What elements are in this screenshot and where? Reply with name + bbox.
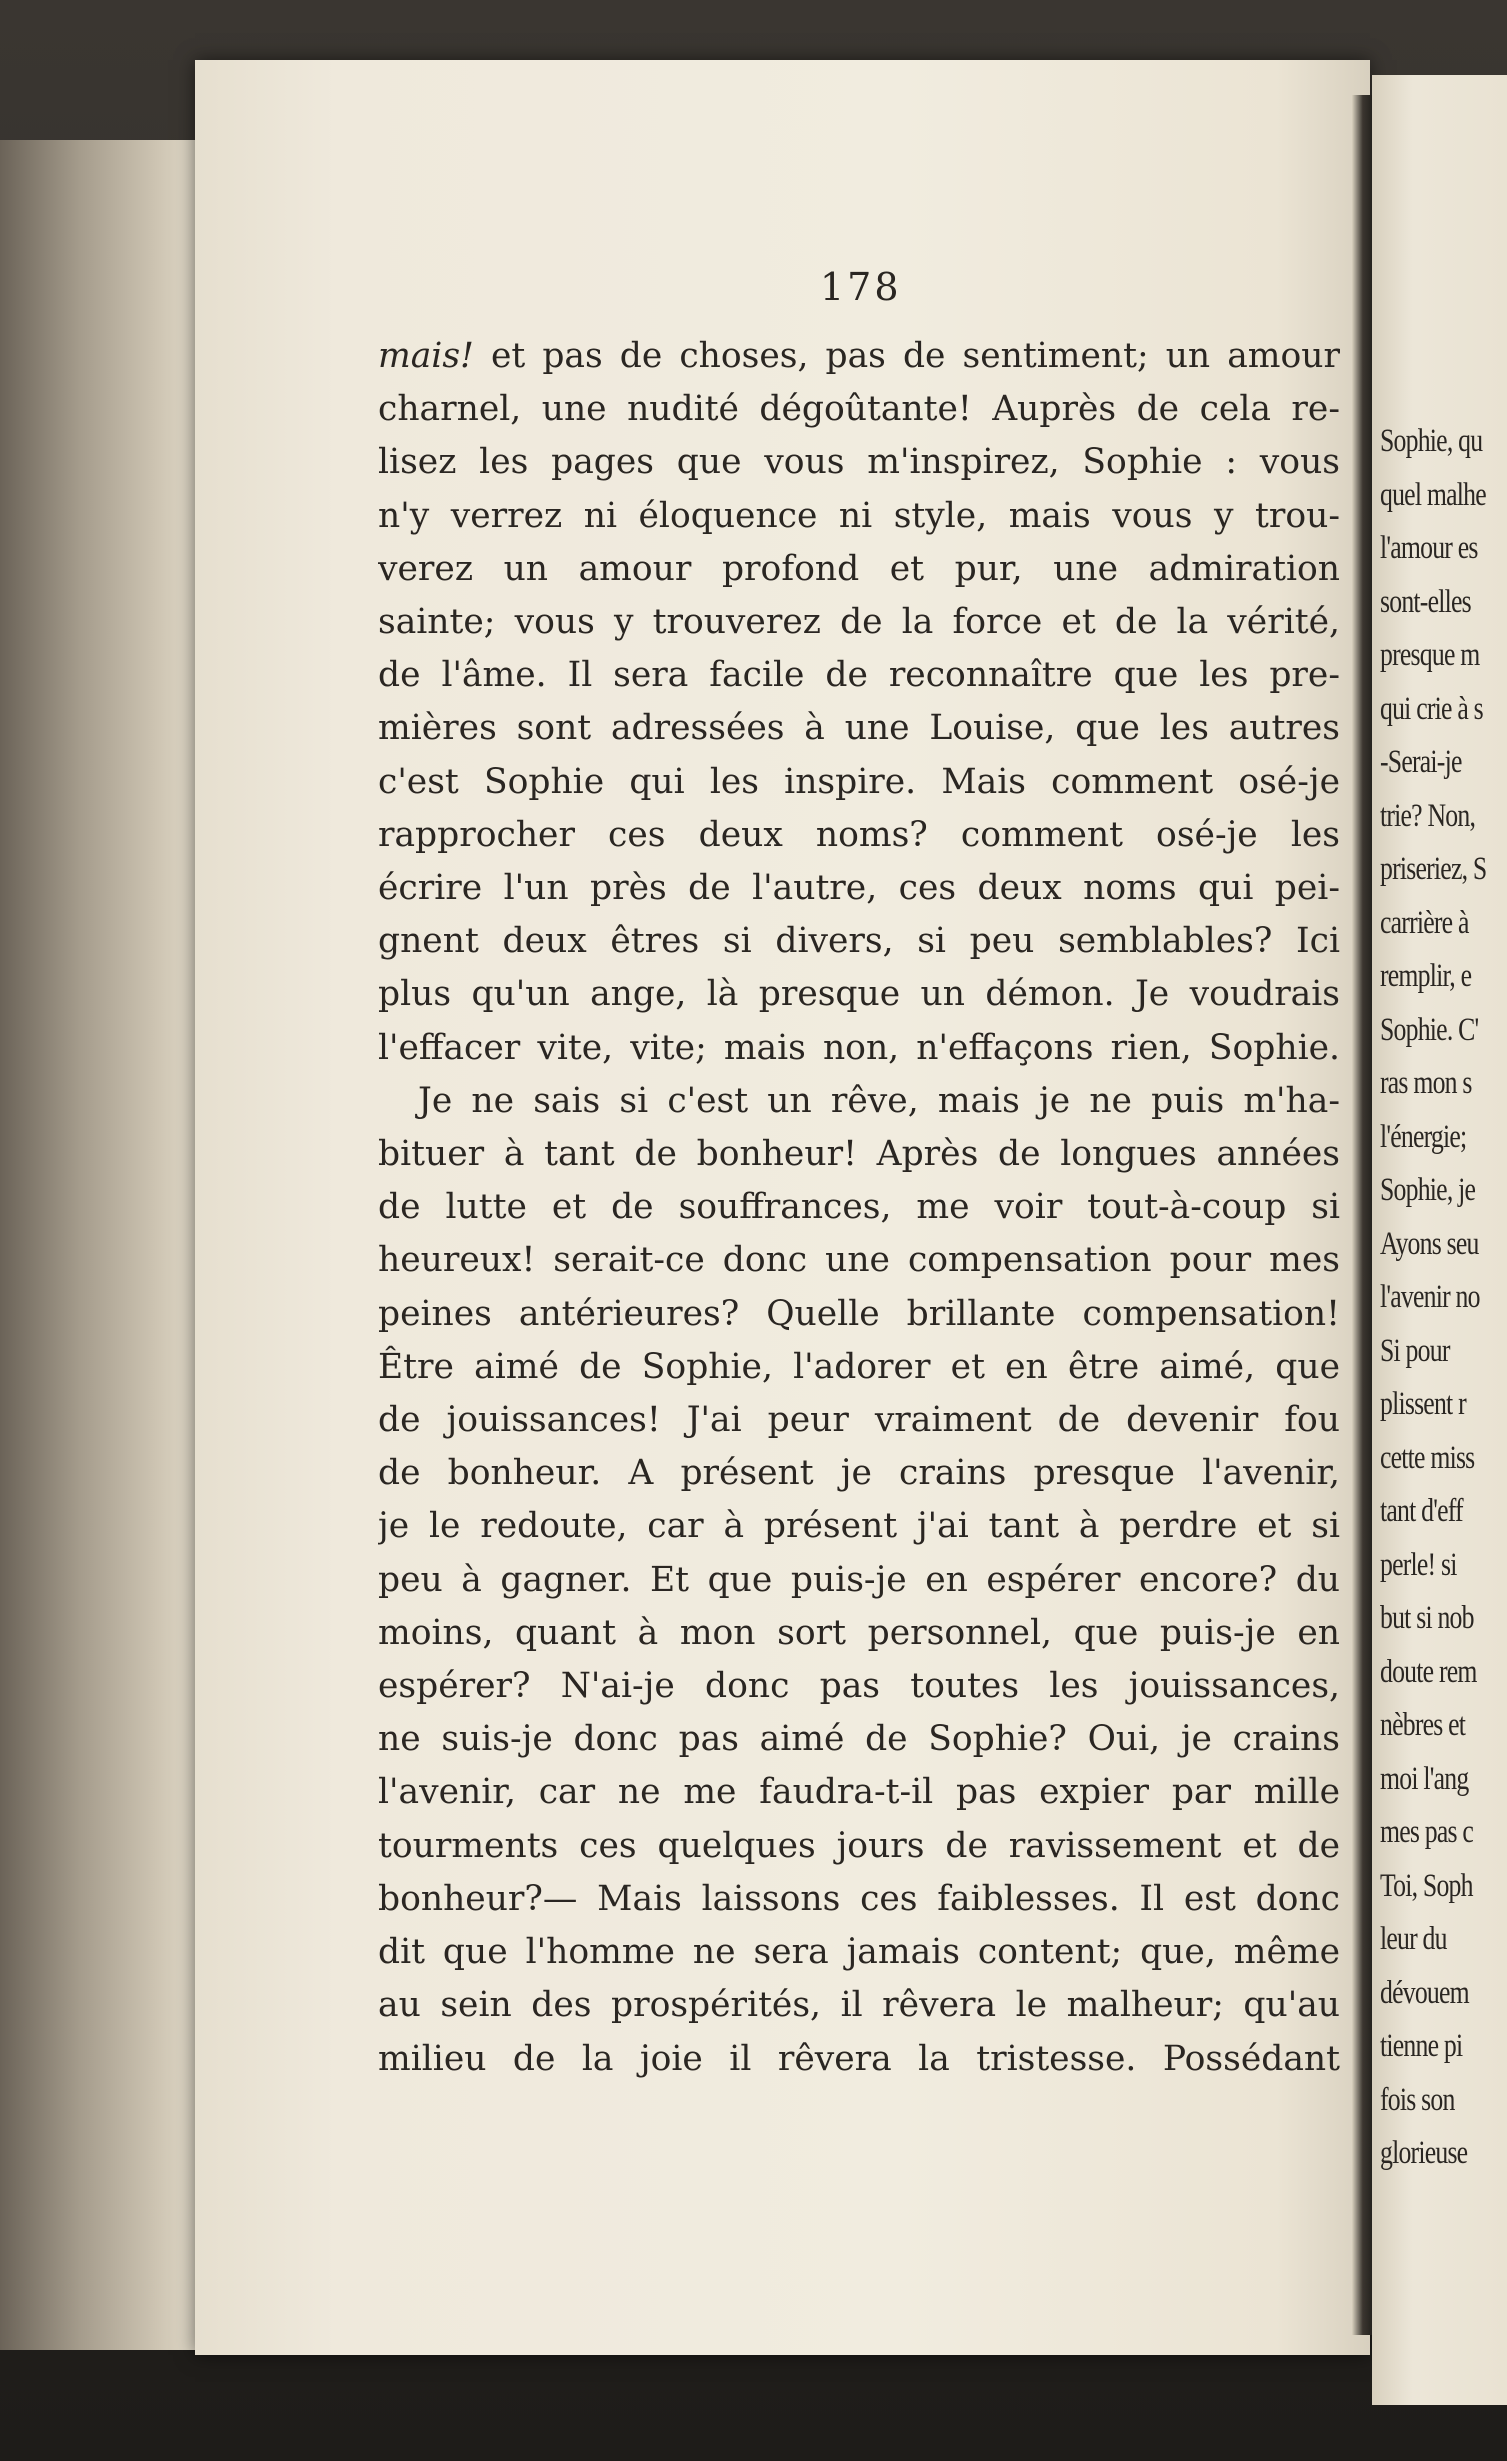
book-left-edge [0,140,200,2350]
facing-text-line: Si pour [1380,1332,1450,1369]
facing-text-line: qui crie à s [1380,690,1483,727]
facing-text-line: glorieuse [1380,2135,1468,2171]
facing-text-line: nèbres et [1380,1707,1466,1743]
facing-text-line: presque m [1380,637,1480,673]
text-line: bituer à tant de bonheur! Après de longues années [378,1134,1340,1175]
text-line: charnel, une nudité dégoûtante! Auprès de cela re- [378,389,1340,430]
facing-text-line: remplir, e [1380,958,1472,994]
facing-text-line: but si nob [1380,1600,1474,1636]
text-line: bonheur?— Mais laissons ces faiblesses. Il est donc [378,1878,1340,1919]
text-line: lisez les pages que vous m'inspirez, Sophie : vous [378,442,1340,483]
text-line: je le redoute, car à présent j'ai tant à perdre et si [378,1506,1340,1547]
facing-text-line: perle! si [1380,1546,1457,1583]
line-rest: et pas de choses, pas de sentiment; un amour [473,336,1340,376]
facing-text-line: leur du [1380,1921,1447,1957]
facing-text-line: tant d'eff [1380,1493,1463,1529]
text-line: sainte; vous y trouverez de la force et de la vérité, [378,602,1340,643]
facing-text-line: l'avenir no [1380,1279,1480,1315]
facing-text-line: carrière à [1380,904,1469,941]
text-line: moins, quant à mon sort personnel, que puis-je en [378,1612,1340,1653]
text-line: de lutte et de souffrances, me voir tout-à-coup si [378,1187,1340,1228]
facing-text-line: quel malhe [1380,476,1486,513]
facing-text-line: Toi, Soph [1380,1867,1473,1904]
text-line: gnent deux êtres si divers, si peu semblables? Ici [378,921,1340,962]
facing-text-line: mes pas c [1380,1814,1474,1850]
text-line: rapprocher ces deux noms? comment osé-je les [378,814,1340,855]
facing-text-line: plissent r [1380,1386,1466,1422]
italic-word: mais! [378,336,474,376]
text-line: peines antérieures? Quelle brillante compensation! [378,1293,1340,1334]
page-number: 178 [820,265,902,309]
text-line: ne suis-je donc pas aimé de Sophie? Oui, je crains [378,1719,1340,1760]
text-line: mières sont adressées à une Louise, que les autres [378,708,1340,749]
facing-text-line: doute rem [1380,1653,1477,1690]
text-line: plus qu'un ange, là presque un démon. Je voudrais [378,974,1340,1015]
facing-text-line: cette miss [1380,1439,1475,1476]
facing-text-line: fois son [1380,2081,1455,2118]
text-line: c'est Sophie qui les inspire. Mais comment osé-je [378,761,1340,802]
text-line: verez un amour profond et pur, une admiration [378,548,1340,589]
facing-text-line: Sophie, qu [1380,423,1483,459]
facing-text-line: priseriez, S [1380,851,1487,887]
text-line: l'avenir, car ne me faudra-t-il pas expier par mille [378,1772,1340,1813]
facing-page [1372,75,1507,2405]
text-line: milieu de la joie il rêvera la tristesse. Possédant [378,2038,1340,2079]
facing-text-line: moi l'ang [1380,1760,1469,1797]
facing-text-line: dévouem [1380,1974,1469,2011]
facing-text-line: l'énergie; [1380,1118,1467,1155]
facing-text-line: sont-elles [1380,583,1471,620]
text-line: de jouissances! J'ai peur vraiment de devenir fou [378,1400,1340,1441]
text-line: heureux! serait-ce donc une compensation pour mes [378,1240,1340,1281]
facing-text-line: tienne pi [1380,2028,1463,2064]
text-line: Je ne sais si c'est un rêve, mais je ne puis m'ha- [418,1080,1340,1121]
text-line: tourments ces quelques jours de ravissement et de [378,1825,1340,1866]
text-line: Être aimé de Sophie, l'adorer et en être aimé, que [378,1346,1340,1387]
text-line: peu à gagner. Et que puis-je en espérer encore? du [378,1559,1340,1600]
text-line: de l'âme. Il sera facile de reconnaître que les pre- [378,655,1340,696]
facing-page-text [1380,415,1507,2181]
text-line: écrire l'un près de l'autre, ces deux noms qui pei- [378,868,1340,909]
text-line: dit que l'homme ne sera jamais content; que, même [378,1932,1340,1973]
facing-text-line: Sophie, je [1380,1172,1476,1208]
text-line: de bonheur. A présent je crains presque l'avenir, [378,1453,1340,1494]
text-line: espérer? N'ai-je donc pas toutes les jouissances, [378,1666,1340,1707]
facing-text-line: Ayons seu [1380,1225,1479,1262]
page-body-text [378,330,1340,2086]
facing-text-line: l'amour es [1380,530,1478,566]
facing-text-line: -Serai-je [1380,744,1462,780]
facing-text-line: Sophie. C' [1380,1011,1479,1048]
text-line: au sein des prospérités, il rêvera le malheur; qu'au [378,1985,1340,2026]
text-line: l'effacer vite, vite; mais non, n'effaçons rien, Sophie. [378,1027,1340,1068]
facing-text-line: ras mon s [1380,1065,1472,1101]
text-line [378,330,1340,383]
facing-text-line: trie? Non, [1380,797,1476,834]
text-line: n'y verrez ni éloquence ni style, mais vous y trou- [378,495,1340,536]
